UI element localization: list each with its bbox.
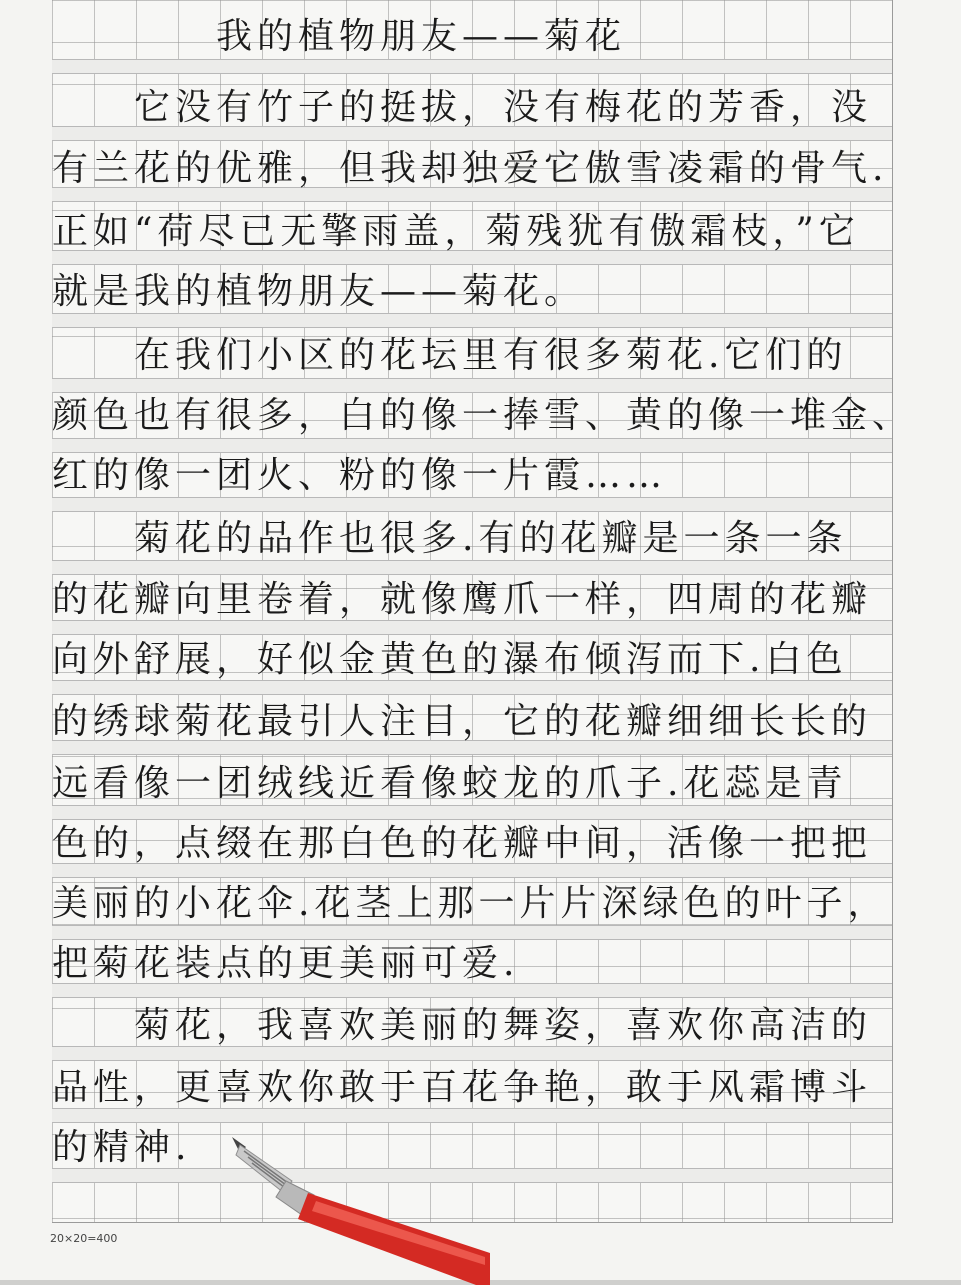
essay-line-7: 红的像一团火、粉的像一片霞……: [52, 455, 668, 496]
red-ballpoint-pen-icon: [230, 1135, 490, 1285]
essay-line-14: 美丽的小花伞.花茎上那一片片深绿色的叶子，: [52, 883, 889, 924]
row-gap: [52, 438, 892, 453]
essay-line-6: 颜色也有很多，白的像一捧雪、黄的像一堆金、: [52, 395, 914, 436]
essay-line-4: 就是我的植物朋友——菊花。: [52, 271, 586, 312]
essay-line-9: 的花瓣向里卷着，就像鹰爪一样，四周的花瓣: [52, 579, 873, 620]
essay-line-10: 向外舒展，好似金黄色的瀑布倾泻而下.白色: [52, 639, 848, 680]
essay-line-12: 远看像一团绒线近看像蛟龙的爪子.花蕊是青: [52, 763, 848, 804]
row-gap: [52, 378, 892, 393]
essay-line-2: 有兰花的优雅，但我却独爱它傲雪凌霜的骨气.: [52, 148, 889, 189]
essay-line-18: 的精神.: [52, 1127, 192, 1168]
essay-line-16: 菊花，我喜欢美丽的舞姿，喜欢你高洁的: [52, 1005, 873, 1046]
row-gap: [52, 59, 892, 74]
essay-line-13: 色的，点缀在那白色的花瓣中间，活像一把把: [52, 823, 873, 864]
essay-line-15: 把菊花装点的更美丽可爱.: [52, 943, 520, 984]
essay-line-11: 的绣球菊花最引人注目，它的花瓣细细长长的: [52, 701, 873, 742]
essay-line-1: 它没有竹子的挺拔，没有梅花的芳香，没: [52, 87, 873, 128]
essay-line-8: 菊花的品作也很多.有的花瓣是一条一条: [52, 518, 848, 559]
grid-spec-label: 20×20=400: [50, 1232, 118, 1245]
essay-line-17: 品性，更喜欢你敢于百花争艳，敢于风霜博斗: [52, 1067, 873, 1108]
essay-line-3: 正如“荷尽已无擎雨盖，菊残犹有傲霜枝，”它: [52, 211, 860, 252]
essay-title: 我的植物朋友——菊花: [52, 16, 627, 57]
essay-line-5: 在我们小区的花坛里有很多菊花.它们的: [52, 335, 848, 376]
